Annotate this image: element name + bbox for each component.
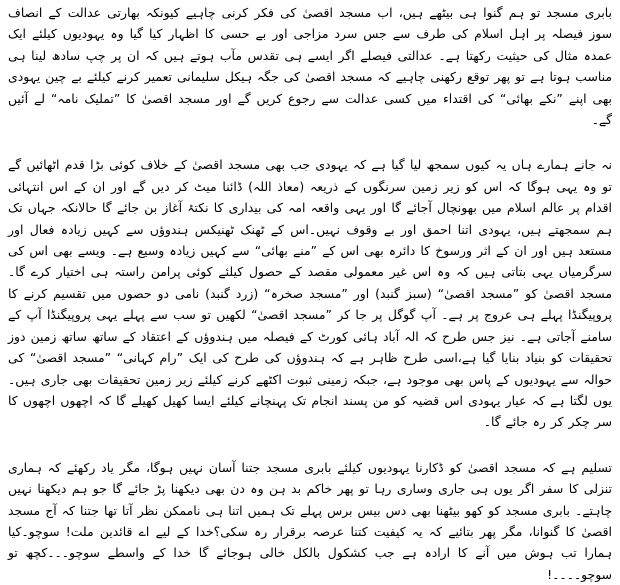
article-paragraph-1: بابری مسجد تو ہم گنوا ہی بیٹھے ہیں، اب مسجد اقصیٰ کی فکر کرنی چاہیے کیونکہ بھارتی عدالت کے انصاف سوز فیصلہ پر اہل اسلام کی طرف سے جس سرد مزاجی اور بے حسی کا اظہار کیا گیا وہ یہودیوں کیلئے ایک عمدہ مثال کی حیثیت رکھتا ہے۔ عدالتی فیصلے اگر ایسے ہی تقدس مآب ہوتے ہیں کہ ان پر چپ سادھ لینا ہی مناسب ہوتا ہے تو پھر توقع رکھنی چاہیے کہ مسجد اقصیٰ کی جگہ ہیکل سلیمانی تعمیر کرنے کیلئے بے چین یہودی بھی اپنے ”نکے بھائی“ کی اقتداء میں کسی عدالت سے رجوع کریں گے اور مسجد اقصیٰ کا ”تملیک نامہ“ لے آئیں گے۔ — [8, 5, 612, 128]
article-paragraph-2: نہ جانے ہمارے ہاں یہ کیوں سمجھ لیا گیا ہے کہ یہودی جب بھی مسجد اقصیٰ کے خلاف کوئی بڑا قدم اٹھائیں گے تو وہ یہی ہوگا کہ اس کو زیر زمین سرنگوں کے ذریعہ (معاذ اللہ) ڈائنا میٹ کر دیں گے اور ان کے اس انتہائی اقدام پر عالم اسلام میں بھونچال آجائے گا اور یہی واقعہ امہ کی بیداری کا نکتۂ آغاز بن جائے گا حالانکہ جہاں تک ہم سمجھتے ہیں، یہودی اتنا احمق اور بے وقوف نہیں۔اس کے ٹھنک ٹھنیکس ہندوؤں سے کہیں زیادہ فعال اور مستعد ہیں اور ان کے اثر ورسوخ کا دائرہ بھی اس کے ”منے بھائی“ سے کہیں زیادہ وسیع ہے۔ ویسے بھی اس کی سرگرمیاں یہی بتاتی ہیں کہ وہ اس غیر معمولی مقصد کے حصول کیلئے کوئی پرامن راستہ ہی اختیار کرے گا۔مسجد اقصیٰ کو ”مسجد اقصیٰ“ (سبز گنبد) اور ”مسجد صخرہ“ (زرد گنبد) نامی دو حصوں میں تقسیم کرنے کا پروپیگنڈا پہلے ہی عروج پر ہے۔ آپ گوگل پر جا کر ”مسجد اقصیٰ“ لکھیں تو سب سے پہلے یہی پروپیگنڈا آپ کے سامنے آجاتی ہے۔ نیز جس طرح کہ الہ آباد ہائی کورٹ کے فیصلہ میں ہندوؤں کے اعتقاد کے ساتھ ساتھ زمین دوز تحقیقات کو بنیاد بنایا گیا ہے،اسی طرح ظاہر ہے کہ ہندوؤں کی طرح کی ایک ”رام کہانی“ ”مسجد اقصیٰ“ کی حوالہ سے یہودیوں کے پاس بھی موجود ہے، جبکہ زمینی ثبوت اکٹھے کرنے کیلئے زیر زمین تحقیقات بھی جاری ہیں۔ یوں لگتا ہے کہ عیار یہودی اس قضیہ کو من پسند انجام تک پہنچانے کیلئے ایسا کھیل کھیلے گا کہ اچھوں اچھوں کا سر چکر کر رہ جائے گا۔ — [8, 157, 612, 430]
article-paragraph-3: تسلیم ہے کہ مسجد اقصیٰ کو ڈکارنا یہودیوں کیلئے بابری مسجد جتنا آسان نہیں ہوگا، مگر یاد رکھئے کہ ہماری تنزلی کا سفر اگر یوں ہی جاری وساری رہا تو پھر خاکم بد ہن وہ دن بھی دیکھنا پڑ جائے گا جو ہم دیکھنا نہیں چاہتے۔ بابری مسجد کو کھو بیٹھنا بھی دس بیس برس پہلے تک ہمیں اتنا ہی ناممکن نظر آتا تھا جتنا کہ آج مسجد اقصیٰ کا گنوانا، مگر پھر بتائیے کہ یہ کیفیت کتنا عرصہ برقرار رہ سکی؟خدا کے لیے اے قائدین ملت! سوچو۔کیا ہمارا تب ہوش میں آنے کا ارادہ ہے جب کشکول بالکل خالی ہوجائے گا خدا کے واسطے سوچو۔۔۔کچھ تو سوچو۔۔۔۔! — [8, 459, 612, 582]
